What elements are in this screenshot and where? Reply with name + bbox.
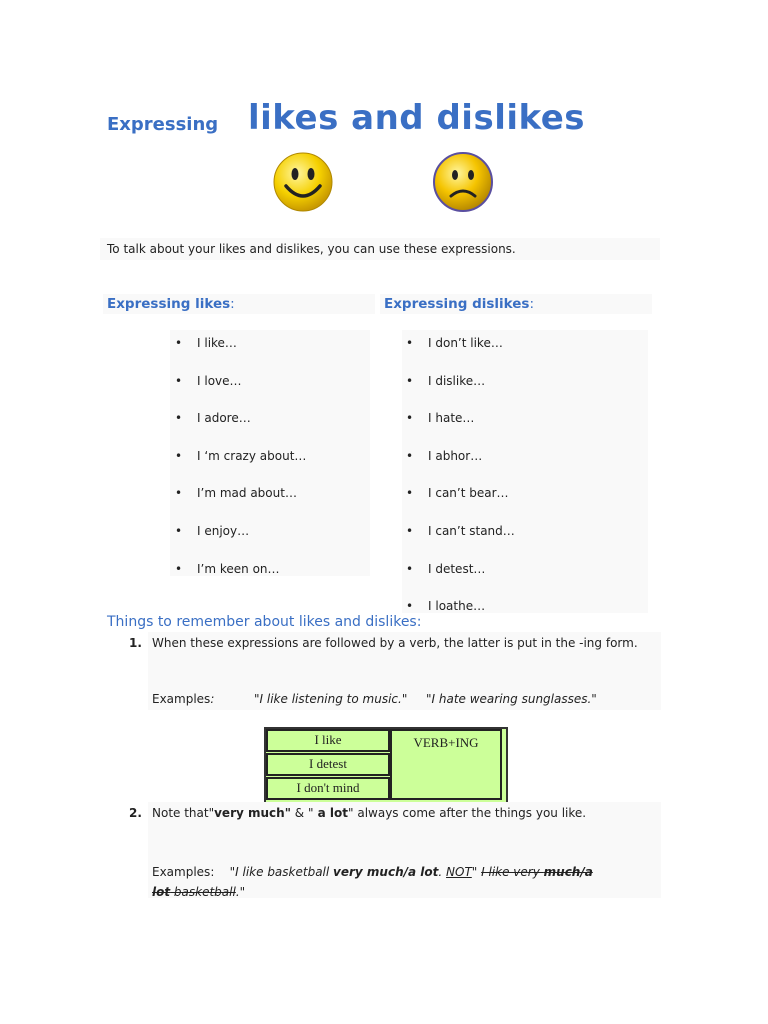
point1-example-1: "I like listening to music." — [254, 692, 408, 706]
smiley-happy-icon — [271, 150, 335, 214]
title-likes-dislikes: likes and dislikes — [248, 98, 585, 138]
list-item: • I adore… — [175, 411, 251, 426]
smiley-sad-icon — [431, 150, 495, 214]
table-cell-i-dont-mind: I don't mind — [266, 777, 390, 800]
title-expressing: Expressing — [107, 114, 219, 135]
list-item: • I’m mad about… — [175, 486, 297, 501]
dislikes-heading: Expressing dislikes: — [380, 294, 652, 314]
table-cell-i-detest: I detest — [266, 753, 390, 776]
likes-list — [175, 334, 306, 597]
list-item: • I’m keen on… — [175, 561, 280, 576]
list-item: • I dislike… — [406, 373, 486, 388]
verb-ing-table — [264, 727, 508, 806]
likes-heading: Expressing likes: — [103, 294, 375, 314]
list-item: • I detest… — [406, 561, 486, 576]
list-item: • I like… — [175, 336, 237, 350]
point2-text: Note that"very much" & " a lot" always come after the things you like. — [152, 806, 587, 820]
point2-number: 2. — [129, 806, 142, 820]
list-item: • I ‘m crazy about… — [175, 448, 307, 463]
intro-text: To talk about your likes and dislikes, you can use these expressions. — [100, 238, 660, 260]
remember-heading: Things to remember about likes and dislikes: — [107, 614, 422, 630]
list-item: • I hate… — [406, 411, 475, 426]
list-item: • I don’t like… — [406, 336, 503, 350]
list-item: • I abhor… — [406, 448, 483, 463]
list-item: • I love… — [175, 373, 242, 388]
dislikes-list — [406, 334, 515, 635]
point1-example-2: "I hate wearing sunglasses." — [426, 692, 597, 706]
point2-examples: Examples: "I like basketball very much/a lot. NOT" I like very much/a lot basketball." — [152, 865, 593, 899]
list-item: • I can’t stand… — [406, 523, 515, 538]
list-item: • I can’t bear… — [406, 486, 509, 501]
point1-text: When these expressions are followed by a verb, the latter is put in the -ing form. — [152, 636, 638, 650]
list-item: • I loathe… — [406, 599, 486, 614]
list-item: • I enjoy… — [175, 523, 250, 538]
table-cell-i-like: I like — [266, 729, 390, 752]
table-cell-verb-ing: VERB+ING — [390, 729, 502, 800]
point1-examples: Examples: — [152, 692, 215, 706]
point1-number: 1. — [129, 636, 142, 650]
